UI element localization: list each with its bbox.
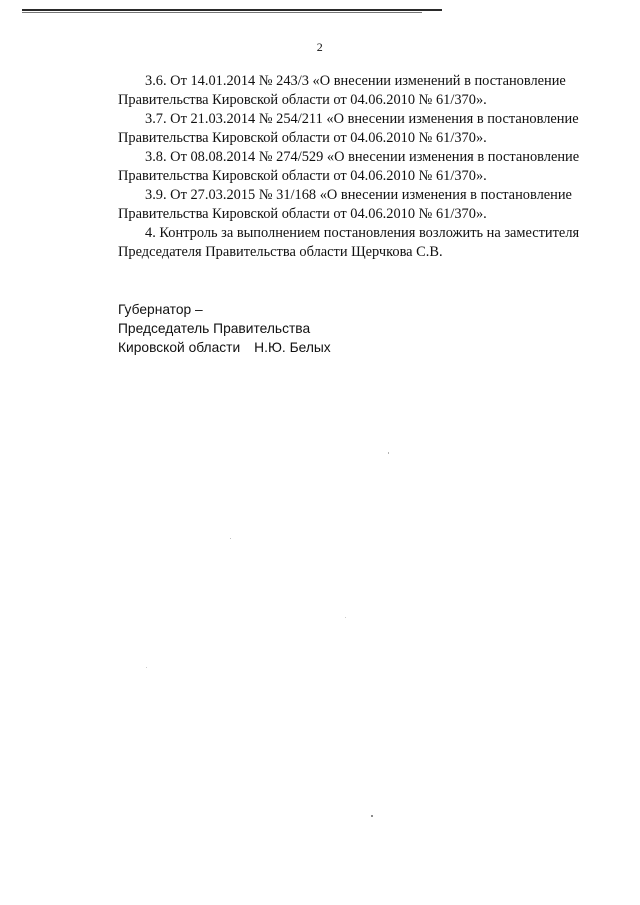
clause-4-line2: Председателя Правительства области Щерчкова С.В. [118, 244, 443, 260]
scan-speck [388, 452, 389, 454]
signature-block [118, 300, 331, 357]
top-scan-rule-thin [22, 12, 422, 13]
top-scan-rule [22, 9, 442, 11]
clause-4 [118, 224, 596, 262]
clause-4-line1: 4. Контроль за выполнением постановления возложить на заместителя [145, 225, 580, 241]
page-number: 2 [316, 40, 324, 54]
scan-speck [371, 815, 373, 817]
clause-3-6 [118, 72, 596, 110]
clause-3-9 [118, 186, 596, 224]
scan-speck [146, 667, 147, 668]
signatory-title-line2: Председатель Правительства [118, 321, 311, 336]
clause-3-7-line2: Правительства Кировской области от 04.06.2010 № 61/370». [118, 130, 487, 146]
clause-3-6-line2: Правительства Кировской области от 04.06.2010 № 61/370». [118, 92, 487, 108]
clause-3-8-line1: 3.8. От 08.08.2014 № 274/529 «О внесении изменения в постановление [145, 149, 580, 165]
signatory-region: Кировской области [118, 340, 241, 355]
scan-speck [230, 538, 231, 539]
scan-speck [345, 617, 346, 618]
clause-3-8 [118, 148, 596, 186]
document-body [118, 72, 596, 262]
clause-3-7-line1: 3.7. От 21.03.2014 № 254/211 «О внесении изменения в постановление [145, 111, 579, 127]
clause-3-9-line1: 3.9. От 27.03.2015 № 31/168 «О внесении изменения в постановление [145, 187, 572, 203]
clause-3-7 [118, 110, 596, 148]
signatory-title-line1: Губернатор – [118, 302, 203, 317]
clause-3-9-line2: Правительства Кировской области от 04.06.2010 № 61/370». [118, 206, 487, 222]
clause-3-6-line1: 3.6. От 14.01.2014 № 243/3 «О внесении изменений в постановление [145, 73, 566, 89]
signatory-name: Н.Ю. Белых [254, 340, 331, 355]
signatory-title-line3 [118, 338, 331, 357]
clause-3-8-line2: Правительства Кировской области от 04.06.2010 № 61/370». [118, 168, 487, 184]
